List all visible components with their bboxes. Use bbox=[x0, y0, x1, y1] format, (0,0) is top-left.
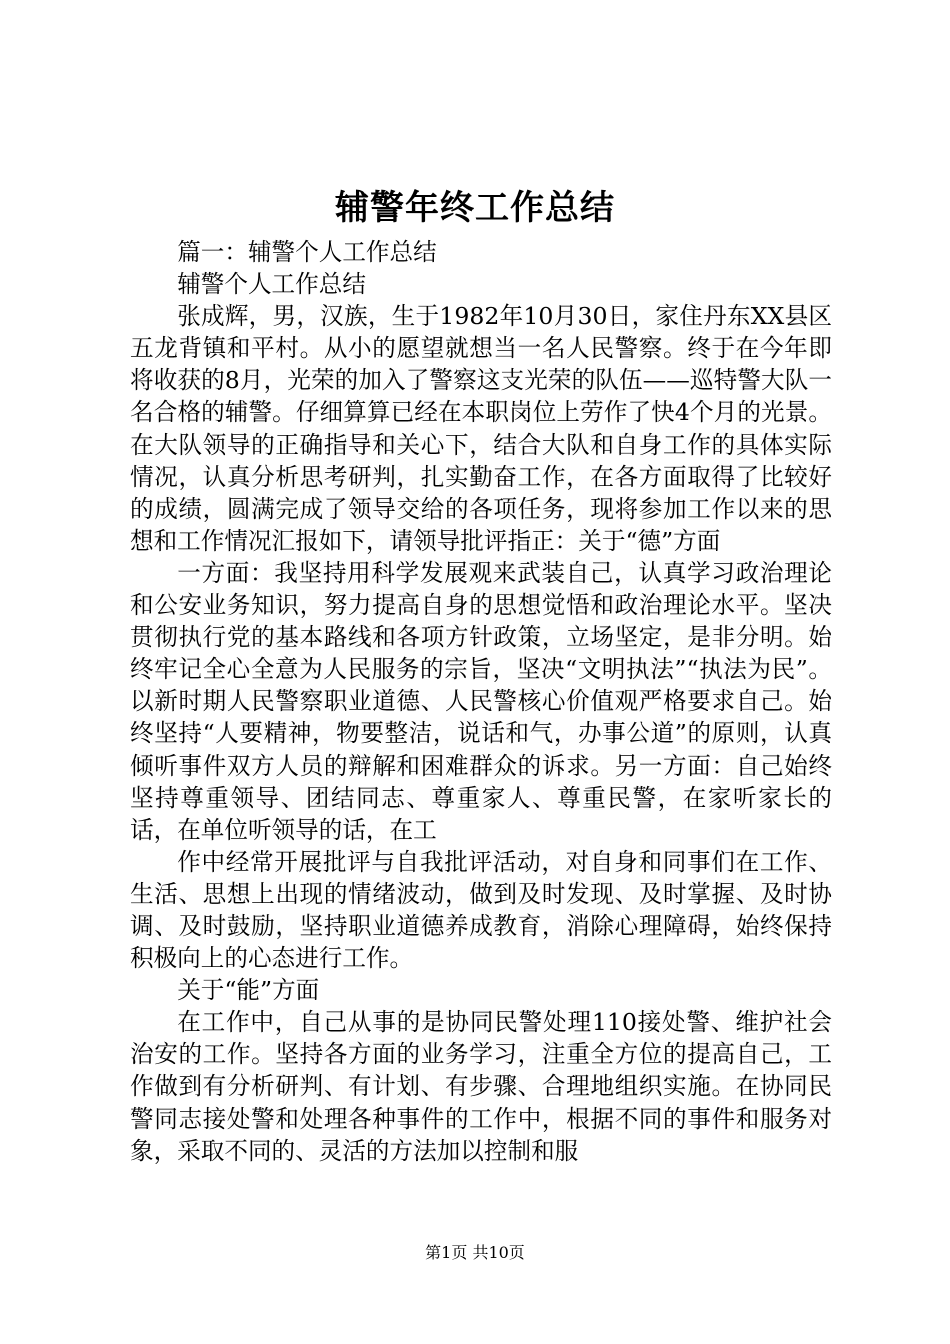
document-body bbox=[130, 236, 832, 1167]
body-paragraph: 一方面：我坚持用科学发展观来武装自己，认真学习政治理论和公安业务知识，努力提高自身的思想觉悟和政治理论水平。坚决贯彻执行党的基本路线和各项方针政策，立场坚定，是非分明。始终牢记全心全意为人民服务的宗旨，坚决“文明执法”“执法为民”。以新时期人民警察职业道德、人民警核心价值观严格要求自己。始终坚持“人要精神，物要整洁，说话和气，办事公道”的原则，认真倾听事件双方人员的辩解和困难群众的诉求。另一方面：自己始终坚持尊重领导、团结同志、尊重家人、尊重民警，在家听家长的话，在单位听领导的话，在工 bbox=[130, 558, 832, 844]
document-title: 辅警年终工作总结 bbox=[335, 188, 615, 228]
body-paragraph: 作中经常开展批评与自我批评活动，对自身和同事们在工作、生活、思想上出现的情绪波动，做到及时发现、及时掌握、及时协调、及时鼓励，坚持职业道德养成教育，消除心理障碍，始终保持积极向上的心态进行工作。 bbox=[130, 847, 832, 973]
page-number-footer: 第1页 共10页 bbox=[425, 1243, 525, 1262]
section-heading: 篇一：辅警个人工作总结 bbox=[177, 238, 437, 266]
subsection-heading: 关于“能”方面 bbox=[177, 976, 320, 1005]
body-paragraph: 在工作中，自己从事的是协同民警处理110接处警、维护社会治安的工作。坚持各方面的业务学习，注重全方位的提高自己，工作做到有分析研判、有计划、有步骤、合理地组织实施。在协同民警同志接处警和处理各种事件的工作中，根据不同的事件和服务对象，采取不同的、灵活的方法加以控制和服 bbox=[130, 1008, 832, 1165]
subsection-heading: 辅警个人工作总结 bbox=[177, 270, 366, 299]
body-paragraph: 张成辉，男，汉族，生于1982年10月30日，家住丹东XX县区五龙背镇和平村。从小的愿望就想当一名人民警察。终于在今年即将收获的8月，光荣的加入了警察这支光荣的队伍——巡特警大队一名合格的辅警。仔细算算已经在本职岗位上劳作了快4个月的光景。在大队领导的正确指导和关心下，结合大队和自身工作的具体实际情况，认真分析思考研判，扎实勤奋工作，在各方面取得了比较好的成绩，圆满完成了领导交给的各项任务，现将参加工作以来的思想和工作情况汇报如下，请领导批评指正：关于“德”方面 bbox=[130, 302, 832, 555]
